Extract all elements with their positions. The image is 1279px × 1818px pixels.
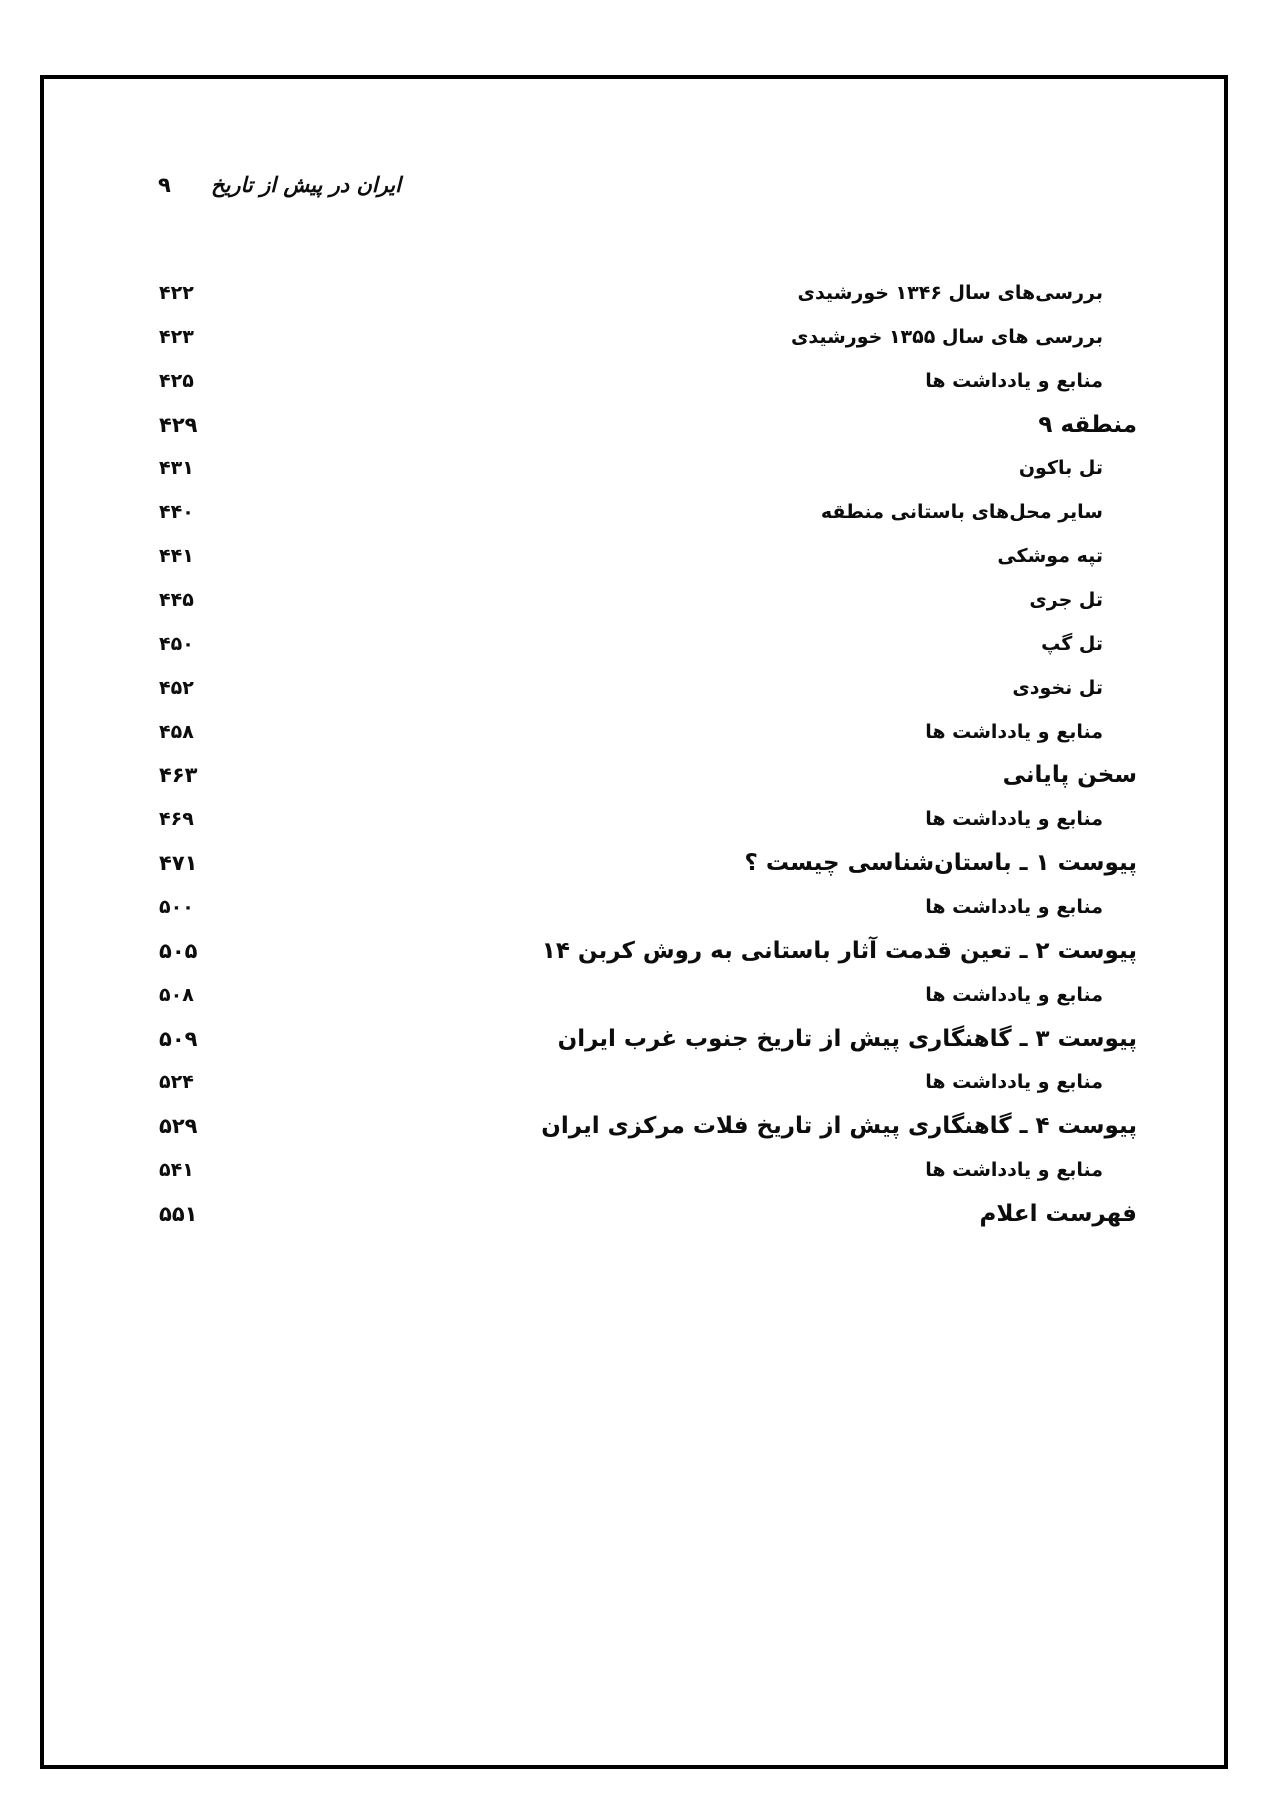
- toc-page-number: ۴۳۱: [159, 457, 194, 480]
- toc-entry-title: تل گپ: [1041, 632, 1103, 655]
- toc-section-row: [0, 1018, 1279, 1062]
- toc-section-title: پیوست ۲ ـ تعین قدمت آثار باستانی به روش کربن ۱۴: [541, 937, 1137, 964]
- toc-entry-title: تل نخودی: [1012, 676, 1103, 699]
- toc-section-title: منطقه ۹: [1038, 411, 1137, 438]
- toc-page-number: ۵۵۱: [159, 1202, 198, 1227]
- toc-entry-row: [0, 535, 1279, 579]
- toc-page-number: ۵۰۰: [159, 896, 194, 919]
- toc-entry-row: [0, 1149, 1279, 1193]
- toc-section-row: [0, 404, 1279, 448]
- table-of-contents: [0, 272, 1279, 1237]
- toc-page-number: ۴۲۲: [159, 282, 194, 304]
- toc-entry-title: سایر محل‌های باستانی منطقه: [820, 501, 1103, 524]
- toc-page-number: ۴۲۵: [159, 369, 194, 392]
- toc-page-number: ۵۲۴: [159, 1071, 194, 1094]
- toc-page-number: ۴۴۰: [159, 501, 194, 524]
- toc-page-number: ۴۶۳: [159, 763, 198, 788]
- toc-section-title: پیوست ۱ ـ باستان‌شناسی چیست ؟: [744, 850, 1137, 877]
- toc-page-number: ۴۲۹: [159, 412, 198, 437]
- running-header-page-number: ۹: [158, 173, 171, 197]
- toc-entry-title: منابع و یادداشت ها: [925, 720, 1103, 743]
- toc-page-number: ۵۴۱: [159, 1159, 194, 1182]
- toc-page-number: ۵۲۹: [159, 1114, 198, 1139]
- toc-entry-row: [0, 623, 1279, 667]
- toc-section-title: پیوست ۳ ـ گاهنگاری پیش از تاریخ جنوب غرب ایران: [557, 1025, 1137, 1052]
- toc-entry-title: منابع و یادداشت ها: [925, 808, 1103, 831]
- toc-entry-title: منابع و یادداشت ها: [925, 369, 1103, 392]
- toc-section-title: فهرست اعلام: [979, 1201, 1137, 1228]
- toc-page-number: ۴۶۹: [159, 808, 194, 831]
- toc-page-number: ۴۴۱: [159, 545, 194, 568]
- toc-entry-row: [0, 360, 1279, 404]
- toc-entry-row: [0, 316, 1279, 360]
- toc-section-title: پیوست ۴ ـ گاهنگاری پیش از تاریخ فلات مرکزی ایران: [541, 1113, 1137, 1140]
- toc-entry-row: [0, 579, 1279, 623]
- toc-page-number: ۵۰۵: [159, 938, 198, 963]
- toc-page-number: ۴۵۸: [159, 720, 194, 743]
- toc-page-number: ۴۲۳: [159, 325, 194, 348]
- toc-entry-row: [0, 974, 1279, 1018]
- toc-section-row: [0, 754, 1279, 798]
- toc-entry-title: منابع و یادداشت ها: [925, 896, 1103, 919]
- toc-entry-title: تپه موشکی: [997, 545, 1103, 568]
- toc-section-row: [0, 842, 1279, 886]
- toc-section-row: [0, 1105, 1279, 1149]
- toc-page-number: ۵۰۸: [159, 983, 194, 1006]
- toc-entry-row: [0, 886, 1279, 930]
- toc-entry-title: منابع و یادداشت ها: [925, 1159, 1103, 1182]
- toc-entry-title: تل باکون: [1018, 457, 1103, 480]
- toc-entry-row: [0, 667, 1279, 711]
- running-header-title: ایران در پیش از تاریخ: [211, 173, 401, 197]
- toc-entry-row: [0, 491, 1279, 535]
- toc-entry-title: بررسی‌های سال ۱۳۴۶ خورشیدی: [797, 282, 1103, 304]
- toc-entry-row: [0, 447, 1279, 491]
- toc-page-number: ۴۷۱: [159, 851, 198, 876]
- toc-entry-row: [0, 711, 1279, 755]
- toc-section-title: سخن پایانی: [1002, 762, 1137, 789]
- toc-entry-title: منابع و یادداشت ها: [925, 1071, 1103, 1094]
- toc-section-row: [0, 1193, 1279, 1237]
- toc-entry-row: [0, 798, 1279, 842]
- toc-page-number: ۵۰۹: [159, 1026, 198, 1051]
- toc-page-number: ۴۴۵: [159, 589, 194, 612]
- toc-section-row: [0, 930, 1279, 974]
- toc-entry-row: [0, 1061, 1279, 1105]
- toc-entry-title: بررسی های سال ۱۳۵۵ خورشیدی: [790, 325, 1103, 348]
- toc-page-number: ۴۵۲: [159, 676, 194, 699]
- toc-entry-row: [0, 272, 1279, 316]
- toc-page-number: ۴۵۰: [159, 632, 194, 655]
- toc-entry-title: منابع و یادداشت ها: [925, 983, 1103, 1006]
- toc-entry-title: تل جری: [1029, 589, 1103, 612]
